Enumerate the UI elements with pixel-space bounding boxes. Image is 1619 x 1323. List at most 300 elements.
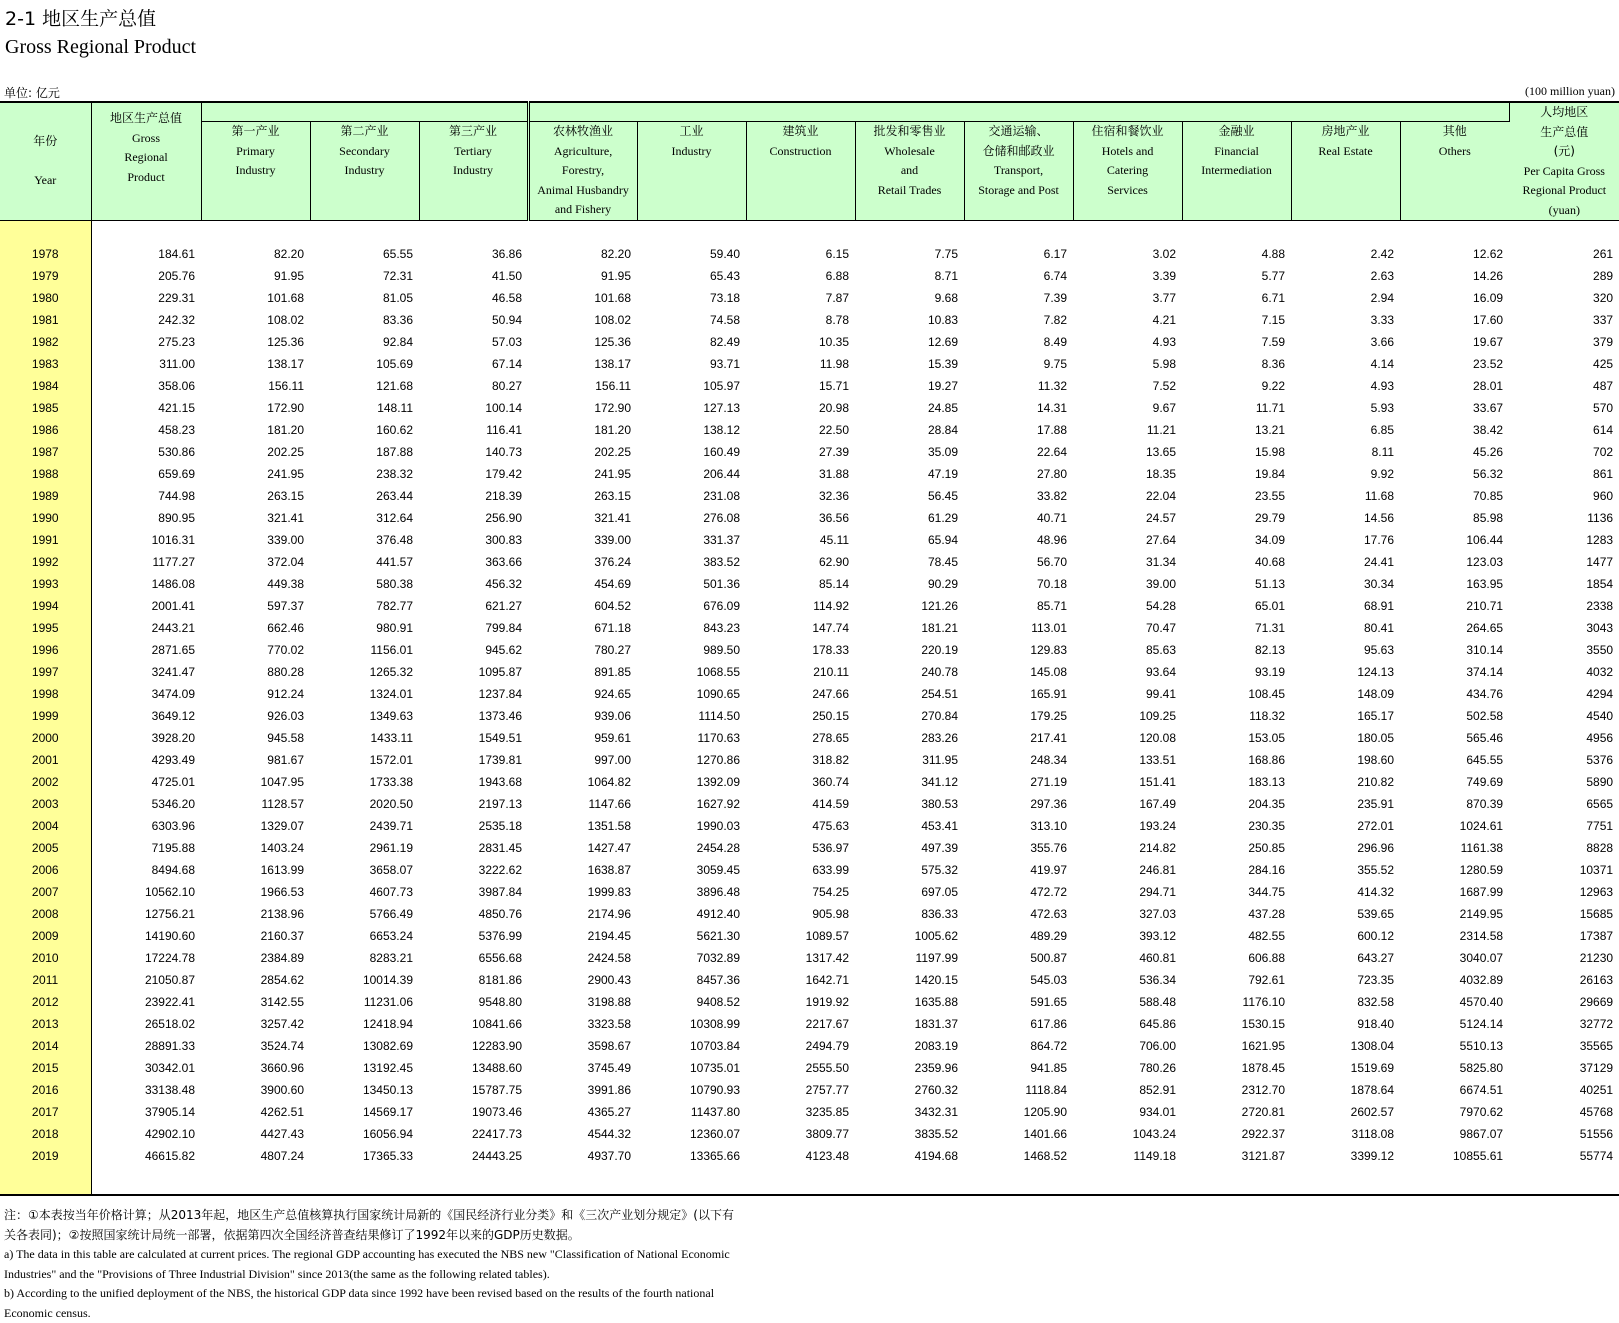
value-cell: 1739.81	[419, 749, 528, 771]
value-cell: 168.86	[1182, 749, 1291, 771]
value-cell: 22417.73	[419, 1123, 528, 1145]
value-cell: 1149.18	[1073, 1145, 1182, 1167]
value-cell: 425	[1509, 353, 1619, 375]
value-cell: 2439.71	[310, 815, 419, 837]
value-cell: 271.19	[964, 771, 1073, 793]
value-cell: 5621.30	[637, 925, 746, 947]
table-row	[0, 881, 1619, 903]
value-cell: 250.85	[1182, 837, 1291, 859]
value-cell: 27.39	[746, 441, 855, 463]
value-cell: 210.11	[746, 661, 855, 683]
page-title-en: Gross Regional Product	[5, 36, 196, 59]
value-cell: 1043.24	[1073, 1123, 1182, 1145]
value-cell: 4.14	[1291, 353, 1400, 375]
year-cell: 1980	[0, 287, 91, 309]
value-cell: 434.76	[1400, 683, 1509, 705]
table-row	[0, 353, 1619, 375]
value-cell: 246.81	[1073, 859, 1182, 881]
value-cell: 99.41	[1073, 683, 1182, 705]
value-cell: 17.76	[1291, 529, 1400, 551]
value-cell: 5.93	[1291, 397, 1400, 419]
value-cell: 321.41	[528, 507, 637, 529]
value-cell: 121.68	[310, 375, 419, 397]
value-cell: 1919.92	[746, 991, 855, 1013]
value-cell: 2.94	[1291, 287, 1400, 309]
value-cell: 6674.51	[1400, 1079, 1509, 1101]
value-cell: 54.28	[1073, 595, 1182, 617]
value-cell: 6565	[1509, 793, 1619, 815]
value-cell: 22.50	[746, 419, 855, 441]
table-row	[0, 661, 1619, 683]
value-cell: 17224.78	[91, 947, 201, 969]
value-cell: 3.02	[1073, 243, 1182, 265]
value-cell: 9.75	[964, 353, 1073, 375]
value-cell: 3649.12	[91, 705, 201, 727]
gdp-table	[0, 101, 1619, 1196]
value-cell: 19073.46	[419, 1101, 528, 1123]
table-row	[0, 309, 1619, 331]
value-cell: 85.63	[1073, 639, 1182, 661]
value-cell: 264.65	[1400, 617, 1509, 639]
value-cell: 782.77	[310, 595, 419, 617]
value-cell: 441.57	[310, 551, 419, 573]
value-cell: 799.84	[419, 617, 528, 639]
value-cell: 101.68	[528, 287, 637, 309]
note-en-line-4: Economic census.	[4, 1304, 734, 1323]
value-cell: 501.36	[637, 573, 746, 595]
value-cell: 997.00	[528, 749, 637, 771]
table-row	[0, 925, 1619, 947]
value-cell: 945.58	[201, 727, 310, 749]
value-cell: 73.18	[637, 287, 746, 309]
table-row	[0, 727, 1619, 749]
value-cell: 1047.95	[201, 771, 310, 793]
year-cell: 1981	[0, 309, 91, 331]
table-row	[0, 639, 1619, 661]
value-cell: 2138.96	[201, 903, 310, 925]
value-cell: 2.63	[1291, 265, 1400, 287]
value-cell: 3660.96	[201, 1057, 310, 1079]
value-cell: 7195.88	[91, 837, 201, 859]
value-cell: 312.64	[310, 507, 419, 529]
header-grp: 地区生产总值 Gross Regional Product	[91, 102, 201, 221]
value-cell: 4544.32	[528, 1123, 637, 1145]
value-cell: 45.26	[1400, 441, 1509, 463]
value-cell: 1427.47	[528, 837, 637, 859]
value-cell: 229.31	[91, 287, 201, 309]
value-cell: 7.39	[964, 287, 1073, 309]
value-cell: 202.25	[528, 441, 637, 463]
value-cell: 10.35	[746, 331, 855, 353]
value-cell: 40251	[1509, 1079, 1619, 1101]
value-cell: 1114.50	[637, 705, 746, 727]
header-hotels: 住宿和餐饮业 Hotels and Catering Services	[1073, 122, 1182, 221]
value-cell: 35565	[1509, 1035, 1619, 1057]
value-cell: 68.91	[1291, 595, 1400, 617]
value-cell: 2443.21	[91, 617, 201, 639]
value-cell: 6.17	[964, 243, 1073, 265]
year-cell: 1995	[0, 617, 91, 639]
value-cell: 242.32	[91, 309, 201, 331]
value-cell: 6.88	[746, 265, 855, 287]
value-cell: 59.40	[637, 243, 746, 265]
value-cell: 2555.50	[746, 1057, 855, 1079]
value-cell: 165.91	[964, 683, 1073, 705]
value-cell: 3.39	[1073, 265, 1182, 287]
value-cell: 1016.31	[91, 529, 201, 551]
value-cell: 56.70	[964, 551, 1073, 573]
value-cell: 14.31	[964, 397, 1073, 419]
value-cell: 530.86	[91, 441, 201, 463]
value-cell: 2160.37	[201, 925, 310, 947]
table-row	[0, 771, 1619, 793]
value-cell: 3745.49	[528, 1057, 637, 1079]
value-cell: 310.14	[1400, 639, 1509, 661]
value-cell: 545.03	[964, 969, 1073, 991]
year-cell: 1983	[0, 353, 91, 375]
value-cell: 11437.80	[637, 1101, 746, 1123]
value-cell: 10841.66	[419, 1013, 528, 1035]
value-cell: 45.11	[746, 529, 855, 551]
value-cell: 1128.57	[201, 793, 310, 815]
value-cell: 13365.66	[637, 1145, 746, 1167]
value-cell: 95.63	[1291, 639, 1400, 661]
value-cell: 344.75	[1182, 881, 1291, 903]
value-cell: 1999.83	[528, 881, 637, 903]
value-cell: 939.06	[528, 705, 637, 727]
value-cell: 2602.57	[1291, 1101, 1400, 1123]
value-cell: 414.59	[746, 793, 855, 815]
value-cell: 7970.62	[1400, 1101, 1509, 1123]
value-cell: 4956	[1509, 727, 1619, 749]
value-cell: 2020.50	[310, 793, 419, 815]
value-cell: 28.84	[855, 419, 964, 441]
value-cell: 1392.09	[637, 771, 746, 793]
value-cell: 453.41	[855, 815, 964, 837]
value-cell: 27.80	[964, 463, 1073, 485]
table-row	[0, 903, 1619, 925]
value-cell: 2194.45	[528, 925, 637, 947]
value-cell: 34.09	[1182, 529, 1291, 551]
value-cell: 278.65	[746, 727, 855, 749]
value-cell: 1156.01	[310, 639, 419, 661]
value-cell: 294.71	[1073, 881, 1182, 903]
value-cell: 13192.45	[310, 1057, 419, 1079]
value-cell: 3991.86	[528, 1079, 637, 1101]
value-cell: 1170.63	[637, 727, 746, 749]
value-cell: 372.04	[201, 551, 310, 573]
value-cell: 29669	[1509, 991, 1619, 1013]
header-real-estate: 房地产业 Real Estate	[1291, 122, 1400, 221]
value-cell: 40.71	[964, 507, 1073, 529]
value-cell: 421.15	[91, 397, 201, 419]
value-cell: 235.91	[1291, 793, 1400, 815]
year-cell: 2009	[0, 925, 91, 947]
table-row	[0, 793, 1619, 815]
value-cell: 3928.20	[91, 727, 201, 749]
value-cell: 15787.75	[419, 1079, 528, 1101]
value-cell: 870.39	[1400, 793, 1509, 815]
value-cell: 22.04	[1073, 485, 1182, 507]
value-cell: 12.69	[855, 331, 964, 353]
value-cell: 8.71	[855, 265, 964, 287]
value-cell: 56.32	[1400, 463, 1509, 485]
value-cell: 15.71	[746, 375, 855, 397]
value-cell: 591.65	[964, 991, 1073, 1013]
value-cell: 10.83	[855, 309, 964, 331]
value-cell: 127.13	[637, 397, 746, 419]
value-cell: 1530.15	[1182, 1013, 1291, 1035]
value-cell: 118.32	[1182, 705, 1291, 727]
value-cell: 3059.45	[637, 859, 746, 881]
value-cell: 1265.32	[310, 661, 419, 683]
value-cell: 2424.58	[528, 947, 637, 969]
value-cell: 9.68	[855, 287, 964, 309]
value-cell: 890.95	[91, 507, 201, 529]
value-cell: 2174.96	[528, 903, 637, 925]
value-cell: 82.20	[528, 243, 637, 265]
value-cell: 85.98	[1400, 507, 1509, 529]
value-cell: 539.65	[1291, 903, 1400, 925]
value-cell: 83.36	[310, 309, 419, 331]
year-cell: 2012	[0, 991, 91, 1013]
value-cell: 3040.07	[1400, 947, 1509, 969]
value-cell: 90.29	[855, 573, 964, 595]
value-cell: 2197.13	[419, 793, 528, 815]
value-cell: 179.42	[419, 463, 528, 485]
value-cell: 238.32	[310, 463, 419, 485]
value-cell: 125.36	[528, 331, 637, 353]
value-cell: 320	[1509, 287, 1619, 309]
table-row	[0, 507, 1619, 529]
value-cell: 3241.47	[91, 661, 201, 683]
value-cell: 46.58	[419, 287, 528, 309]
table-row	[0, 859, 1619, 881]
value-cell: 11231.06	[310, 991, 419, 1013]
value-cell: 770.02	[201, 639, 310, 661]
value-cell: 3142.55	[201, 991, 310, 1013]
value-cell: 1329.07	[201, 815, 310, 837]
table-spacer-row	[0, 221, 1619, 244]
value-cell: 32.36	[746, 485, 855, 507]
value-cell: 101.68	[201, 287, 310, 309]
value-cell: 1351.58	[528, 815, 637, 837]
value-cell: 56.45	[855, 485, 964, 507]
value-cell: 4937.70	[528, 1145, 637, 1167]
value-cell: 5825.80	[1400, 1057, 1509, 1079]
value-cell: 4294	[1509, 683, 1619, 705]
year-cell: 1985	[0, 397, 91, 419]
value-cell: 218.39	[419, 485, 528, 507]
unit-label-en: (100 million yuan)	[1525, 84, 1615, 99]
year-cell: 2014	[0, 1035, 91, 1057]
value-cell: 12418.94	[310, 1013, 419, 1035]
value-cell: 10014.39	[310, 969, 419, 991]
value-cell: 2535.18	[419, 815, 528, 837]
value-cell: 15685	[1509, 903, 1619, 925]
value-cell: 3524.74	[201, 1035, 310, 1057]
value-cell: 80.41	[1291, 617, 1400, 639]
header-tertiary: 第三产业 Tertiary Industry	[419, 122, 528, 221]
value-cell: 10562.10	[91, 881, 201, 903]
value-cell: 217.41	[964, 727, 1073, 749]
value-cell: 321.41	[201, 507, 310, 529]
value-cell: 864.72	[964, 1035, 1073, 1057]
value-cell: 1064.82	[528, 771, 637, 793]
header-row-1	[0, 102, 1619, 122]
value-cell: 3.77	[1073, 287, 1182, 309]
value-cell: 24.41	[1291, 551, 1400, 573]
value-cell: 3809.77	[746, 1123, 855, 1145]
value-cell: 12283.90	[419, 1035, 528, 1057]
value-cell: 2312.70	[1182, 1079, 1291, 1101]
value-cell: 65.94	[855, 529, 964, 551]
value-cell: 1177.27	[91, 551, 201, 573]
value-cell: 1468.52	[964, 1145, 1073, 1167]
value-cell: 20.98	[746, 397, 855, 419]
value-cell: 21050.87	[91, 969, 201, 991]
value-cell: 912.24	[201, 683, 310, 705]
value-cell: 3257.42	[201, 1013, 310, 1035]
value-cell: 70.18	[964, 573, 1073, 595]
header-construction: 建筑业 Construction	[746, 122, 855, 221]
value-cell: 311.95	[855, 749, 964, 771]
value-cell: 55774	[1509, 1145, 1619, 1167]
value-cell: 263.15	[201, 485, 310, 507]
value-cell: 9408.52	[637, 991, 746, 1013]
value-cell: 10371	[1509, 859, 1619, 881]
value-cell: 138.12	[637, 419, 746, 441]
value-cell: 153.05	[1182, 727, 1291, 749]
year-cell: 2004	[0, 815, 91, 837]
value-cell: 339.00	[201, 529, 310, 551]
value-cell: 13082.69	[310, 1035, 419, 1057]
value-cell: 621.27	[419, 595, 528, 617]
value-cell: 2001.41	[91, 595, 201, 617]
value-cell: 7.59	[1182, 331, 1291, 353]
value-cell: 358.06	[91, 375, 201, 397]
value-cell: 3835.52	[855, 1123, 964, 1145]
value-cell: 945.62	[419, 639, 528, 661]
value-cell: 8.49	[964, 331, 1073, 353]
value-cell: 497.39	[855, 837, 964, 859]
value-cell: 28891.33	[91, 1035, 201, 1057]
value-cell: 489.29	[964, 925, 1073, 947]
value-cell: 210.82	[1291, 771, 1400, 793]
value-cell: 4807.24	[201, 1145, 310, 1167]
value-cell: 129.83	[964, 639, 1073, 661]
value-cell: 42902.10	[91, 1123, 201, 1145]
value-cell: 3900.60	[201, 1079, 310, 1101]
value-cell: 138.17	[528, 353, 637, 375]
value-cell: 1519.69	[1291, 1057, 1400, 1079]
value-cell: 1090.65	[637, 683, 746, 705]
value-cell: 254.51	[855, 683, 964, 705]
value-cell: 662.46	[201, 617, 310, 639]
value-cell: 106.44	[1400, 529, 1509, 551]
footnotes	[4, 1206, 734, 1323]
value-cell: 4194.68	[855, 1145, 964, 1167]
value-cell: 383.52	[637, 551, 746, 573]
table-row	[0, 837, 1619, 859]
value-cell: 147.74	[746, 617, 855, 639]
value-cell: 4032	[1509, 661, 1619, 683]
table-row	[0, 749, 1619, 771]
value-cell: 13.21	[1182, 419, 1291, 441]
value-cell: 313.10	[964, 815, 1073, 837]
value-cell: 263.15	[528, 485, 637, 507]
year-cell: 2011	[0, 969, 91, 991]
value-cell: 19.84	[1182, 463, 1291, 485]
value-cell: 363.66	[419, 551, 528, 573]
value-cell: 419.97	[964, 859, 1073, 881]
value-cell: 8494.68	[91, 859, 201, 881]
value-cell: 261	[1509, 243, 1619, 265]
table-body	[0, 221, 1619, 1196]
value-cell: 5.98	[1073, 353, 1182, 375]
value-cell: 960	[1509, 485, 1619, 507]
value-cell: 723.35	[1291, 969, 1400, 991]
table-row	[0, 947, 1619, 969]
value-cell: 4607.73	[310, 881, 419, 903]
year-cell: 1993	[0, 573, 91, 595]
value-cell: 6653.24	[310, 925, 419, 947]
header-secondary: 第二产业 Secondary Industry	[310, 122, 419, 221]
value-cell: 460.81	[1073, 947, 1182, 969]
value-cell: 905.98	[746, 903, 855, 925]
table-row	[0, 485, 1619, 507]
value-cell: 355.76	[964, 837, 1073, 859]
value-cell: 1486.08	[91, 573, 201, 595]
note-cn-line-1: 注：①本表按当年价格计算；从2013年起，地区生产总值核算执行国家统计局新的《国民经济行业分类》和《三次产业划分规定》(以下有	[4, 1206, 734, 1226]
header-row-2	[0, 122, 1619, 221]
value-cell: 482.55	[1182, 925, 1291, 947]
value-cell: 65.01	[1182, 595, 1291, 617]
value-cell: 16.09	[1400, 287, 1509, 309]
year-cell: 1989	[0, 485, 91, 507]
value-cell: 206.44	[637, 463, 746, 485]
value-cell: 1403.24	[201, 837, 310, 859]
value-cell: 2149.95	[1400, 903, 1509, 925]
value-cell: 3323.58	[528, 1013, 637, 1035]
value-cell: 91.95	[201, 265, 310, 287]
value-cell: 113.01	[964, 617, 1073, 639]
value-cell: 93.19	[1182, 661, 1291, 683]
value-cell: 659.69	[91, 463, 201, 485]
value-cell: 184.61	[91, 243, 201, 265]
value-cell: 5124.14	[1400, 1013, 1509, 1035]
value-cell: 10308.99	[637, 1013, 746, 1035]
value-cell: 16056.94	[310, 1123, 419, 1145]
value-cell: 4570.40	[1400, 991, 1509, 1013]
value-cell: 48.96	[964, 529, 1073, 551]
value-cell: 100.14	[419, 397, 528, 419]
value-cell: 121.26	[855, 595, 964, 617]
value-cell: 1477	[1509, 551, 1619, 573]
value-cell: 30342.01	[91, 1057, 201, 1079]
value-cell: 145.08	[964, 661, 1073, 683]
value-cell: 3399.12	[1291, 1145, 1400, 1167]
value-cell: 231.08	[637, 485, 746, 507]
value-cell: 6.15	[746, 243, 855, 265]
value-cell: 275.23	[91, 331, 201, 353]
value-cell: 580.38	[310, 573, 419, 595]
value-cell: 934.01	[1073, 1101, 1182, 1123]
value-cell: 7.75	[855, 243, 964, 265]
year-cell: 1978	[0, 243, 91, 265]
value-cell: 167.49	[1073, 793, 1182, 815]
value-cell: 1635.88	[855, 991, 964, 1013]
